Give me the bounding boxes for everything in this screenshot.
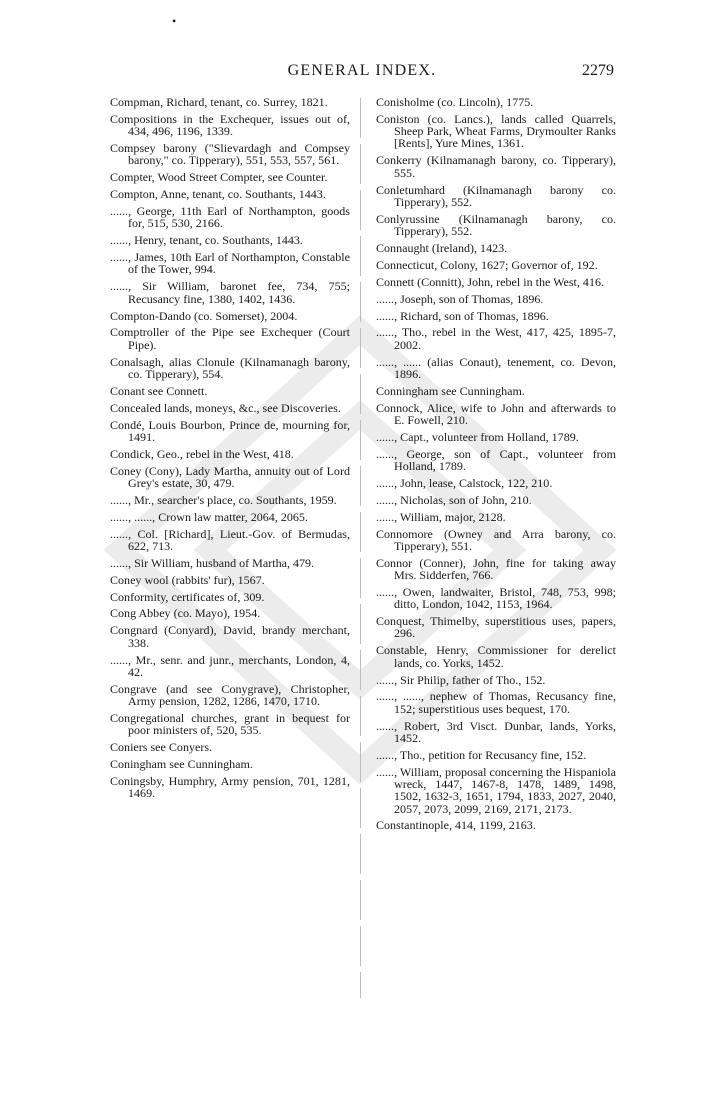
index-entry: Connock, Alice, wife to John and afterwards to E. Fowell, 210.	[376, 400, 616, 427]
index-entry: Connett (Connitt), John, rebel in the West, 416.	[376, 274, 605, 289]
index-entry: Coniers see Conyers.	[110, 740, 213, 755]
index-entry: Connor (Conner), John, fine for taking away Mrs. Sidderfen, 766.	[376, 555, 616, 583]
index-entry: Connecticut, Colony, 1627; Governor of, 192.	[376, 257, 598, 272]
index-entry: ......, Col. [Richard], Lieut.-Gov. of Bermudas, 622, 713.	[110, 526, 350, 553]
index-entry: Cong Abbey (co. Mayo), 1954.	[110, 606, 261, 621]
index-entry: ......, ......, nephew of Thomas, Recusancy fine, 152; superstitious uses bequest, 170.	[376, 689, 616, 716]
index-entry: Compter, Wood Street Compter, see Counter.	[110, 170, 328, 185]
index-entry: ......, Sir William, husband of Martha, 479.	[110, 555, 315, 570]
index-entry: ......, William, proposal concerning the Hispaniola wreck, 1447, 1467-8, 1478, 1489, 1498, 1502, 1632-3, 1651, 1794, 1833, 2027, 2040, 2057, 2073, 2099, 2169, 2171, 2173.	[376, 764, 616, 816]
index-entry: Conquest, Thimelby, superstitious uses, papers, 296.	[376, 614, 616, 641]
index-entry: Compositions in the Exchequer, issues out of, 434, 496, 1196, 1339.	[110, 111, 350, 139]
index-entry: Compton-Dando (co. Somerset), 2004.	[110, 308, 298, 323]
index-entry: ......, John, lease, Calstock, 122, 210.	[376, 475, 553, 490]
index-entry: Coniston (co. Lancs.), lands called Quarrels, Sheep Park, Wheat Farms, Drymoulter Ranks [Rents], Yure Mines, 1361.	[376, 111, 616, 151]
index-entry: ......, Owen, landwaiter, Bristol, 748, 753, 998; ditto, London, 1042, 1153, 1964.	[376, 584, 616, 612]
page-header	[110, 62, 614, 84]
index-entry: ......, Sir William, baronet fee, 734, 755; Recusancy fine, 1380, 1402, 1436.	[110, 279, 350, 306]
index-entry: ......, Richard, son of Thomas, 1896.	[376, 308, 549, 323]
index-entry: Compton, Anne, tenant, co. Southants, 1443.	[110, 187, 326, 202]
page-number: 2279	[582, 62, 614, 79]
index-entry: Connaught (Ireland), 1423.	[376, 240, 508, 255]
index-entry: Constantinople, 414, 1199, 2163.	[376, 818, 536, 833]
index-entry: Condé, Louis Bourbon, Prince de, mourning for, 1491.	[110, 417, 350, 444]
index-entry: Connomore (Owney and Arra barony, co. Tipperary), 551.	[376, 526, 616, 553]
index-entry: ......, Nicholas, son of John, 210.	[376, 492, 532, 507]
index-entry: ......, Henry, tenant, co. Southants, 1443.	[110, 233, 303, 248]
index-entry: ......, Sir Philip, father of Tho., 152.	[376, 672, 546, 687]
index-entry: Congregational churches, grant in bequest for poor ministers of, 520, 535.	[110, 710, 350, 738]
index-entry: ......, James, 10th Earl of Northampton, Constable of the Tower, 994.	[110, 250, 350, 277]
index-entry: Concealed lands, moneys, &c., see Discoveries.	[110, 400, 341, 415]
index-entry: Conant see Connett.	[110, 383, 208, 398]
index-entry: Coningsby, Humphry, Army pension, 701, 1281, 1469.	[110, 773, 350, 801]
index-entry: Conisholme (co. Lincoln), 1775.	[376, 95, 534, 109]
index-entry: Compman, Richard, tenant, co. Surrey, 1821.	[110, 95, 328, 109]
index-entry: ......, Joseph, son of Thomas, 1896.	[376, 291, 544, 306]
index-column-right	[376, 96, 616, 836]
index-entry: ......, Mr., senr. and junr., merchants, London, 4, 42.	[110, 652, 350, 679]
index-entry: ......, Tho., rebel in the West, 417, 425, 1895-7, 2002.	[376, 325, 616, 352]
index-entry: Coney wool (rabbits' fur), 1567.	[110, 572, 265, 587]
index-entry: ......, George, 11th Earl of Northampton, goods for, 515, 530, 2166.	[110, 204, 350, 231]
index-entry: Condick, Geo., rebel in the West, 418.	[110, 446, 294, 461]
top-mark: •	[172, 14, 177, 28]
index-entry: ......, Mr., searcher's place, co. Southants, 1959.	[110, 492, 337, 507]
index-entry: Compsey barony ("Slievardagh and Compsey barony," co. Tipperary), 551, 553, 557, 561.	[110, 141, 350, 168]
index-entry: Conletumhard (Kilnamanagh barony co. Tipperary), 552.	[376, 182, 616, 209]
index-column-left	[110, 96, 350, 804]
index-entry: Constable, Henry, Commissioner for derelict lands, co. Yorks, 1452.	[376, 643, 616, 670]
index-entry: Conalsagh, alias Clonule (Kilnamanagh barony, co. Tipperary), 554.	[110, 354, 350, 381]
index-entry: Conkerry (Kilnamanagh barony, co. Tipperary), 555.	[376, 153, 616, 180]
index-entry: Conningham see Cunningham.	[376, 383, 525, 398]
index-entry: Conlyrussine (Kilnamanagh barony, co. Tipperary), 552.	[376, 211, 616, 239]
index-entry: ......, ...... (alias Conaut), tenement, co. Devon, 1896.	[376, 354, 616, 381]
index-entry: ......, George, son of Capt., volunteer from Holland, 1789.	[376, 446, 616, 474]
index-entry: ......, William, major, 2128.	[376, 509, 506, 524]
index-entry: ......, ......, Crown law matter, 2064, 2065.	[110, 509, 308, 524]
column-divider	[360, 98, 361, 998]
index-entry: ......, Tho., petition for Recusancy fine, 152.	[376, 747, 587, 762]
index-entry: ......, Capt., volunteer from Holland, 1789.	[376, 429, 579, 444]
index-entry: Coningham see Cunningham.	[110, 756, 253, 771]
index-entry: Congrave (and see Conygrave), Christopher, Army pension, 1282, 1286, 1470, 1710.	[110, 681, 350, 709]
index-entry: Conformity, certificates of, 309.	[110, 589, 265, 604]
page-title: GENERAL INDEX.	[287, 62, 437, 79]
index-entry: ......, Robert, 3rd Visct. Dunbar, lands, Yorks, 1452.	[376, 718, 616, 745]
index-entry: Congnard (Conyard), David, brandy merchant, 338.	[110, 623, 350, 650]
index-entry: Comptroller of the Pipe see Exchequer (Court Pipe).	[110, 325, 350, 352]
index-entry: Coney (Cony), Lady Martha, annuity out of Lord Grey's estate, 30, 479.	[110, 463, 350, 490]
